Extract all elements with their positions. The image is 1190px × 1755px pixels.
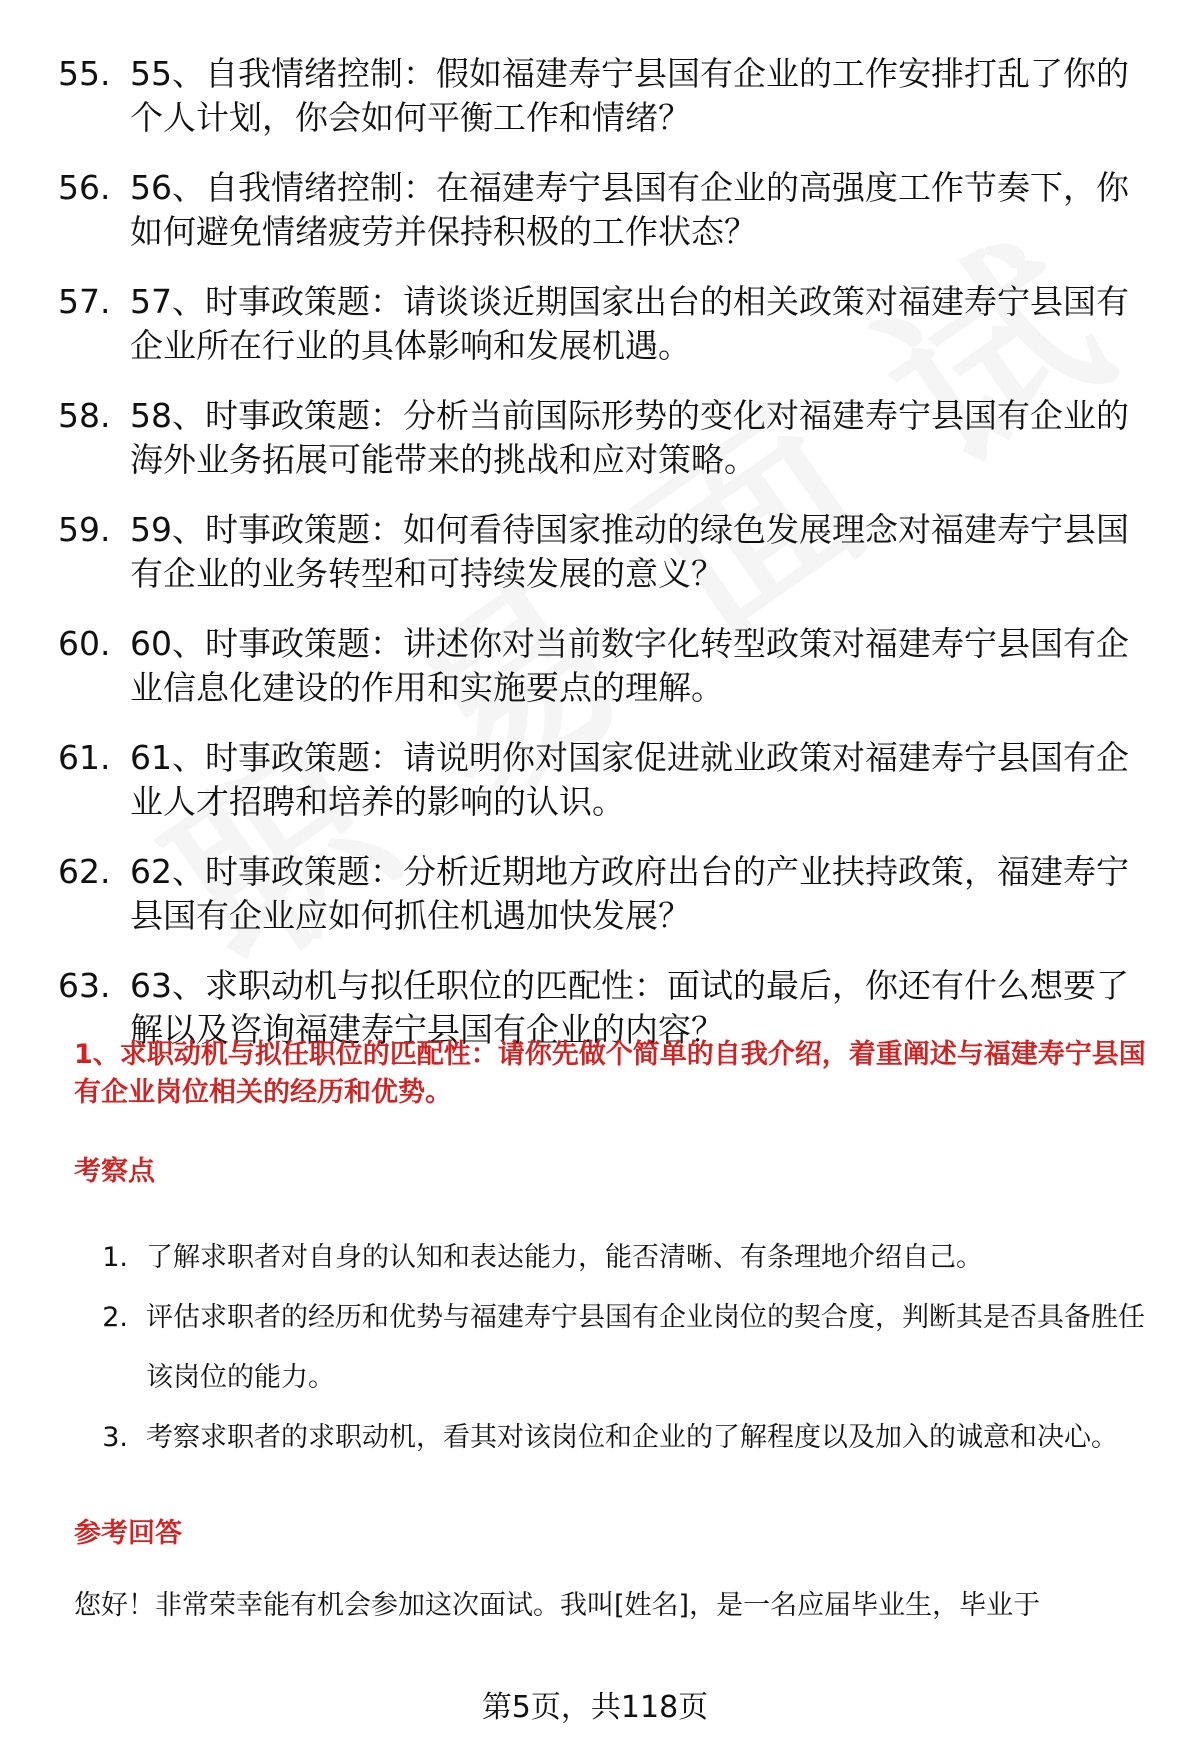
list-item: [58, 736, 1148, 824]
points-list: [74, 1228, 1154, 1468]
question-detail: [74, 1036, 1154, 1626]
list-item: [74, 1408, 1154, 1468]
page-number: 第5页，共118页: [481, 1690, 709, 1725]
list-item-number: 57.: [58, 282, 111, 321]
list-item-number: 62.: [58, 852, 111, 891]
list-item-text: 55、自我情绪控制：假如福建寿宁县国有企业的工作安排打乱了你的个人计划，你会如何平衡工作和情绪？: [130, 54, 1129, 137]
list-item-number: 63.: [58, 966, 111, 1005]
list-item-text: 56、自我情绪控制：在福建寿宁县国有企业的高强度工作节奏下，你如何避免情绪疲劳并保持积极的工作状态？: [130, 168, 1129, 251]
answer-text: 您好！非常荣幸能有机会参加这次面试。我叫[姓名]，是一名应届毕业生，毕业于: [74, 1590, 1041, 1621]
list-item-text: 考察求职者的求职动机，看其对该岗位和企业的了解程度以及加入的诚意和决心。: [146, 1422, 1118, 1453]
list-item-number: 2.: [102, 1302, 128, 1333]
list-item: [58, 280, 1148, 368]
points-heading: 考察点: [74, 1156, 155, 1187]
list-item-text: 60、时事政策题：讲述你对当前数字化转型政策对福建寿宁县国有企业信息化建设的作用和实施要点的理解。: [130, 624, 1129, 707]
list-item-number: 58.: [58, 396, 111, 435]
list-item-text: 59、时事政策题：如何看待国家推动的绿色发展理念对福建寿宁县国有企业的业务转型和可持续发展的意义？: [130, 510, 1129, 593]
list-item: [58, 622, 1148, 710]
list-item: [58, 166, 1148, 254]
list-item-text: 了解求职者对自身的认知和表达能力，能否清晰、有条理地介绍自己。: [146, 1242, 983, 1273]
list-item: [58, 850, 1148, 938]
list-item-number: 1.: [102, 1242, 128, 1273]
list-item-text: 58、时事政策题：分析当前国际形势的变化对福建寿宁县国有企业的海外业务拓展可能带来的挑战和应对策略。: [130, 396, 1129, 479]
answer-heading: 参考回答: [74, 1518, 182, 1549]
list-item: [58, 52, 1148, 140]
list-item: [74, 1288, 1154, 1408]
list-item-number: 61.: [58, 738, 111, 777]
list-item-text: 62、时事政策题：分析近期地方政府出台的产业扶持政策，福建寿宁县国有企业应如何抓住机遇加快发展？: [130, 852, 1129, 935]
list-item-text: 57、时事政策题：请谈谈近期国家出台的相关政策对福建寿宁县国有企业所在行业的具体影响和发展机遇。: [130, 282, 1129, 365]
question-title: 1、求职动机与拟任职位的匹配性：请你先做个简单的自我介绍，着重阐述与福建寿宁县国有企业岗位相关的经历和优势。: [74, 1039, 1146, 1108]
list-item: [74, 1228, 1154, 1288]
list-item-number: 60.: [58, 624, 111, 663]
list-item-text: 63、求职动机与拟任职位的匹配性：面试的最后，你还有什么想要了解以及咨询福建寿宁县国有企业的内容？: [130, 966, 1129, 1049]
list-item-number: 56.: [58, 168, 111, 207]
list-item-number: 55.: [58, 54, 111, 93]
list-item-number: 59.: [58, 510, 111, 549]
list-item-number: 3.: [102, 1422, 128, 1453]
question-list: [58, 52, 1148, 1078]
list-item: [58, 394, 1148, 482]
list-item-text: 61、时事政策题：请说明你对国家促进就业政策对福建寿宁县国有企业人才招聘和培养的影响的认识。: [130, 738, 1129, 821]
list-item: [58, 508, 1148, 596]
list-item-text: 评估求职者的经历和优势与福建寿宁县国有企业岗位的契合度，判断其是否具备胜任该岗位的能力。: [146, 1302, 1145, 1393]
